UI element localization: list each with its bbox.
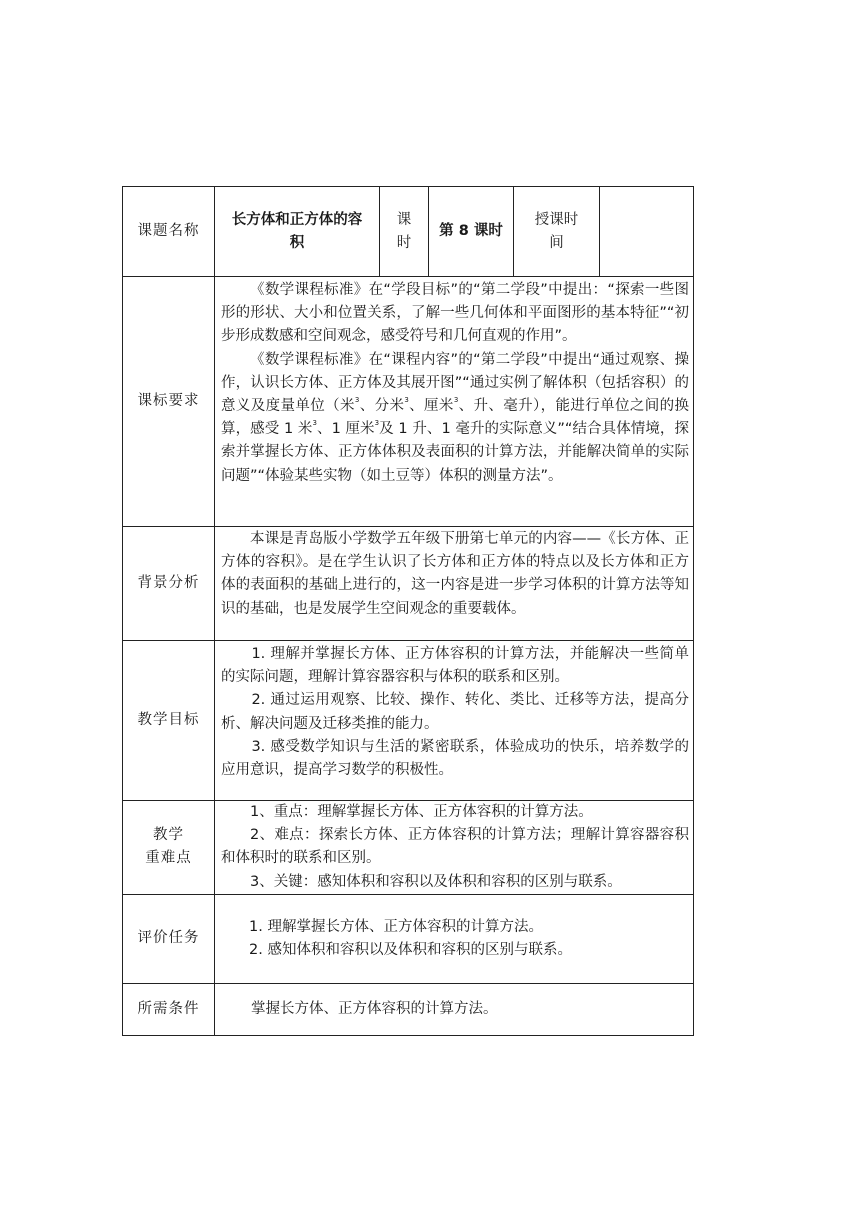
goals-content xyxy=(215,641,694,801)
time-value xyxy=(600,187,694,277)
keypoints-content xyxy=(215,801,694,895)
goals-row xyxy=(123,641,694,801)
period-value: 第 8 课时 xyxy=(429,187,514,277)
goal-item: 3. 感受数学知识与生活的紧密联系，体验成功的快乐，培养数学的应用意识，提高学习数学的积极性。 xyxy=(221,738,689,779)
keypoint-item: 2、难点：探索长方体、正方体容积的计算方法；理解计算容器容积和体积时的联系和区别。 xyxy=(221,827,689,867)
topic-label: 课题名称 xyxy=(123,187,215,277)
standards-row xyxy=(123,277,694,527)
keypoints-label-line-2: 重难点 xyxy=(145,850,192,867)
period-label: 课时 xyxy=(380,187,429,277)
time-label: 授课时间 xyxy=(514,187,600,277)
background-text: 本课是青岛版小学数学五年级下册第七单元的内容——《长方体、正方体的容积》。是在学生认识了长方体和正方体的特点以及长方体和正方体的表面积的基础上进行的，这一内容是进一步学习体积的计算方法等知识的基础，也是发展学生空间观念的重要载体。 xyxy=(221,531,689,617)
goal-item: 2. 通过运用观察、比较、操作、转化、类比、迁移等方法，提高分析、解决问题及迁移类推的能力。 xyxy=(221,692,689,732)
background-label: 背景分析 xyxy=(123,527,215,641)
background-row xyxy=(123,527,694,641)
keypoints-label-line-1: 教学 xyxy=(153,827,184,844)
goal-item: 1. 理解并掌握长方体、正方体容积的计算方法，并能解决一些简单的实际问题，理解计算容器容积与体积的联系和区别。 xyxy=(221,646,689,686)
evaluation-label: 评价任务 xyxy=(123,894,215,983)
evaluation-row xyxy=(123,894,694,983)
conditions-text: 掌握长方体、正方体容积的计算方法。 xyxy=(251,1000,498,1017)
goals-label: 教学目标 xyxy=(123,641,215,801)
conditions-label: 所需条件 xyxy=(123,983,215,1035)
lesson-plan-table xyxy=(122,186,694,1036)
evaluation-item: 2. 感知体积和容积以及体积和容积的区别与联系。 xyxy=(249,941,572,958)
standards-paragraph-1: 《数学课程标准》在“学段目标”的“第二学段”中提出：“探索一些图形的形状、大小和位置关系，了解一些几何体和平面图形的基本特征”“初步形成数感和空间观念，感受符号和几何直观的作用”。 xyxy=(221,282,689,345)
background-content xyxy=(215,527,694,641)
standards-label: 课标要求 xyxy=(123,277,215,527)
standards-paragraph-2: 《数学课程标准》在“课程内容”的“第二学段”中提出“通过观察、操作，认识长方体、正方体及其展开图”“通过实例了解体积（包括容积）的意义及度量单位（米$^3$、分米$^3$、厘米$^3$、升、毫升），能进行单位之间的换算，感受 1 米$^3$、1 厘米$^3$及 1 升、1 毫升的实际意义”“结合具体情境，探索并掌握长方体、正方体体积及表面积的计算方法，并能解决简单的实际问题”“体验某些实物（如土豆等）体积的测量方法”。 xyxy=(221,351,690,484)
keypoint-item: 1、重点：理解掌握长方体、正方体容积的计算方法。 xyxy=(250,804,593,820)
keypoints-row xyxy=(123,801,694,895)
topic-value: 长方体和正方体的容积 xyxy=(215,187,380,277)
keypoint-item: 3、关键：感知体积和容积以及体积和容积的区别与联系。 xyxy=(250,873,622,890)
evaluation-item: 1. 理解掌握长方体、正方体容积的计算方法。 xyxy=(249,918,543,935)
keypoints-label xyxy=(123,801,215,895)
header-row xyxy=(123,187,694,277)
conditions-row xyxy=(123,983,694,1035)
evaluation-content xyxy=(215,894,694,983)
standards-content xyxy=(215,277,694,527)
conditions-content xyxy=(215,983,694,1035)
